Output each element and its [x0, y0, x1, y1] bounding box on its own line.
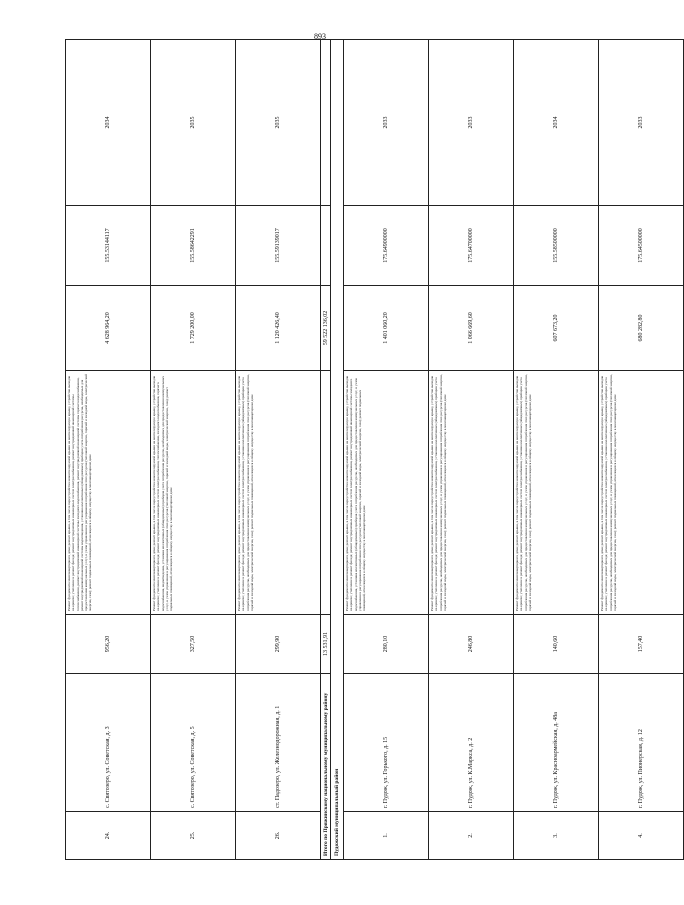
row-address: ст. Падозеро, ул. Железнодорожная, д. 1 — [236, 674, 321, 812]
row-number: 4. — [599, 812, 684, 860]
row-works: Ремонт фундамента многоквартирного дома; ремонт крыши, в том числе переустройство невентилируемой крыши на вентилируемую крышу, устройство выходов на кровлю; утепление и ремонт фасада; ремонт внутридомовых инженерных систем электроснабжения, установка коллективных (общедомовых) приборов учета потребления ресурсов, необходимых для предоставления коммунальных услуг, и узлов управления и регулирования потребления этих ресурсов (тепловой энергии, горячей и холодной воды, электрической энергии, газа); ремонт подвальных помещений, относящихся к общему имуществу в многоквартирном доме — [236, 371, 321, 615]
row-address: с. Святозеро, ул. Советская, д. 5 — [151, 674, 236, 812]
row-number: 2. — [429, 812, 514, 860]
row-address: с. Святозеро, ул. Советская, д. 3 — [66, 674, 151, 812]
total-cost: 59 522 136,02 — [321, 286, 331, 371]
row-number: 1. — [344, 812, 429, 860]
row-area: 140,60 — [514, 615, 599, 674]
row-works: Ремонт фундамента многоквартирного дома; ремонт крыши, в том числе переустройство невентилируемой крыши на вентилируемую крышу, устройство выходов на кровлю; утепление и ремонт фасада; ремонт внутридомовых инженерных систем электроснабжения, установка коллективных (общедомовых) приборов учета потребления ресурсов, необходимых для предоставления коммунальных услуг, и узлов управления и регулирования потребления этих ресурсов (тепловой энергии, горячей и холодной воды, электрической энергии, газа); ремонт подвальных помещений, относящихся к общему имуществу в многоквартирном доме — [429, 371, 514, 615]
row-year: 2033 — [599, 40, 684, 206]
row-address: г. Пудож, ул. Горького, д. 15 — [344, 674, 429, 812]
table-row — [599, 40, 684, 860]
row-works: Ремонт фундамента многоквартирного дома; ремонт крыши, в том числе переустройство невентилируемой крыши на вентилируемую крышу, устройство выходов на кровлю; утепление и ремонт фасада; ремонт внутридомовых инженерных систем электроснабжения, установка коллективных (общедомовых) приборов учета потребления ресурсов, необходимых для предоставления коммунальных услуг, и узлов управления и регулирования потребления этих ресурсов (тепловой энергии, горячей и холодной воды, электрической энергии, газа); ремонт подвальных помещений, относящихся к общему имуществу в многоквартирном доме — [599, 371, 684, 615]
page-number: 893 — [314, 32, 326, 41]
row-works: Ремонт фундамента многоквартирного дома; ремонт крыши, в том числе переустройство невентилируемой крыши на вентилируемую крышу, устройство выходов на кровлю; утепление и ремонт фасада; ремонт внутридомовых инженерных систем электроснабжения, ремонт внутридомовой инженерной системы холодного водоснабжения, установка коллективных (общедомовых) приборов учета потребления ресурсов, необходимых для предоставления коммунальных услуг, и узлов управления и регулирования потребления этих ресурсов (тепловой энергии, горячей и холодной воды, электрической энергии, газа); ремонт подвальных помещений, относящихся к общему имуществу в многоквартирном доме — [344, 371, 429, 615]
row-area: 327,50 — [151, 615, 236, 674]
row-year: 2035 — [236, 40, 321, 206]
row-cost: 607 673,20 — [514, 286, 599, 371]
table-row — [236, 40, 321, 860]
row-rate: 155.58642291 — [151, 206, 236, 286]
total-year-empty — [321, 40, 331, 206]
housing-repair-table — [65, 39, 684, 860]
total-works-empty — [321, 371, 331, 615]
row-rate: 155.58500000 — [514, 206, 599, 286]
row-cost: 1 120 426,40 — [236, 286, 321, 371]
row-rate: 175.64900000 — [344, 206, 429, 286]
row-works: Ремонт фундамента многоквартирного дома; ремонт крыши, в том числе переустройство невентилируемой крыши на вентилируемую крышу, устройство выходов на кровлю; утепление и ремонт фасада; ремонт внутридомовых инженерных систем электроснабжения, ремонт внутридомовой инженерной системы теплоснабжения, ремонт внутридомовой инженерной системы холодного водоснабжения, ремонт внутридомовой инженерной системы горячего водоснабжения, ремонт внутридомовой инженерной системы водоотведения, установка коллективных (общедомовых) приборов учета потребления ресурсов, необходимых для предоставления коммунальных услуг, и узлов управления и регулирования потребления этих ресурсов (тепловой энергии, горячей и холодной воды, электрической энергии, газа); ремонт подвальных помещений, относящихся к общему имуществу в многоквартирном доме — [66, 371, 151, 615]
table-row — [151, 40, 236, 860]
row-cost: 4 628 964,20 — [66, 286, 151, 371]
rotated-table-wrapper — [65, 40, 644, 860]
row-area: 299,90 — [236, 615, 321, 674]
section-row — [331, 40, 344, 860]
total-label: Итого по Пряжинскому национальному муниципальному району — [321, 674, 331, 860]
row-rate: 155.53144117 — [66, 206, 151, 286]
row-area: 280,10 — [344, 615, 429, 674]
table-row — [344, 40, 429, 860]
row-address: г. Пудож, ул. К.Маркса, д. 2 — [429, 674, 514, 812]
table-row — [66, 40, 151, 860]
row-rate: 175.64700000 — [429, 206, 514, 286]
row-area: 956,20 — [66, 615, 151, 674]
row-number: 25. — [151, 812, 236, 860]
row-number: 24. — [66, 812, 151, 860]
section-title: Пудожский муниципальный район — [331, 40, 344, 860]
row-works: Ремонт фундамента многоквартирного дома; ремонт крыши, в том числе переустройство невентилируемой крыши на вентилируемую крышу, устройство выходов на кровлю; утепление и ремонт фасада; ремонт внутридомовых инженерных систем электроснабжения, установка коллективных (общедомовых) приборов учета потребления ресурсов, необходимых для предоставления коммунальных услуг, и узлов управления и регулирования потребления этих ресурсов (тепловой энергии, горячей и холодной воды, электрической энергии, газа); ремонт подвальных помещений, относящихся к общему имуществу в многоквартирном доме — [514, 371, 599, 615]
row-cost: 1 729 200,00 — [151, 286, 236, 371]
total-row — [321, 40, 331, 860]
row-cost: 1 066 669,60 — [429, 286, 514, 371]
row-address: г. Пудож, ул. Пионерская, д. 12 — [599, 674, 684, 812]
row-works: Ремонт фундамента многоквартирного дома; ремонт крыши, в том числе переустройство невентилируемой крыши на вентилируемую крышу, устройство выходов на кровлю; утепление и ремонт фасада; ремонт внутридомовых инженерных систем электроснабжения, теплоснабжения, холодного водоснабжения, горячего водоснабжения, водоотведения, установка коллективных (общедомовых) приборов учета потребления ресурсов, необходимых для предоставления коммунальных услуг, и узлов управления и регулирования потребления этих ресурсов (тепловой энергии, горячей и холодной воды, электрической энергии, газа); ремонт подвальных помещений, относящихся к общему имуществу в многоквартирном доме — [151, 371, 236, 615]
row-year: 2035 — [151, 40, 236, 206]
table-row — [514, 40, 599, 860]
row-number: 3. — [514, 812, 599, 860]
row-number: 26. — [236, 812, 321, 860]
row-year: 2034 — [66, 40, 151, 206]
row-year: 2033 — [344, 40, 429, 206]
row-area: 157,40 — [599, 615, 684, 674]
row-address: г. Пудож, ул. Красноармейская, д. 48а — [514, 674, 599, 812]
total-rate-empty — [321, 206, 331, 286]
table-row — [429, 40, 514, 860]
row-cost: 1 401 060,20 — [344, 286, 429, 371]
row-year: 2033 — [429, 40, 514, 206]
total-area: 13 531,91 — [321, 615, 331, 674]
row-cost: 680 282,80 — [599, 286, 684, 371]
row-rate: 155.59139017 — [236, 206, 321, 286]
row-area: 246,80 — [429, 615, 514, 674]
row-year: 2034 — [514, 40, 599, 206]
row-rate: 175.64500000 — [599, 206, 684, 286]
